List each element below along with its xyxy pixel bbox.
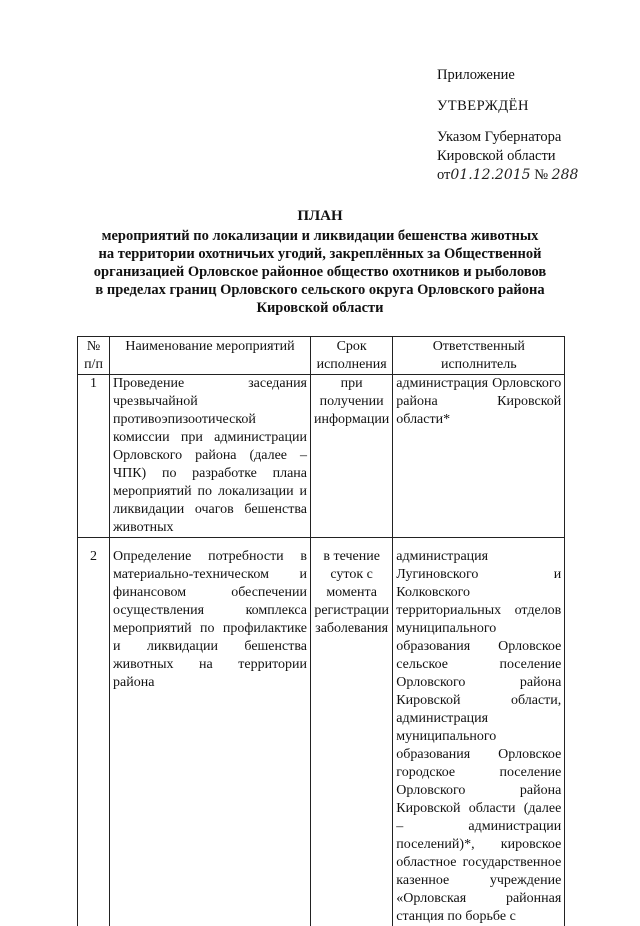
handwritten-number: 288 (552, 167, 579, 183)
header-num: № п/п (78, 337, 110, 375)
row-name: Определение потребности в материально-техническом и финансовом обеспечении осуществления комплекса мероприятий по профилактике и ликвидации бешенства животных на территории района (110, 538, 311, 926)
title-line-2: на территории охотничьих угодий, закреплённых за Общественной (60, 245, 580, 263)
approved-label: УТВЕРЖДЁН (437, 97, 627, 116)
table-row (78, 538, 565, 926)
row-term: в течение суток с момента регистрации заболевания (311, 538, 393, 926)
title-line-5: Кировской области (60, 299, 580, 317)
title-line-1: мероприятий по локализации и ликвидации бешенства животных (60, 227, 580, 245)
number-prefix: № (534, 167, 548, 183)
title-line-3: организацией Орловское районное общество охотников и рыболовов (60, 263, 580, 281)
row-term: при получении информации (311, 375, 393, 538)
table-row (78, 375, 565, 538)
row-resp: администрация Лугиновского и Колковского территориальных отделов муниципального образования Орловское сельское поселение Орловского района Кировской области, администрация муниципального образования Орловское городское поселение Орловского района Кировской области (далее – администрации поселений)*, кировское областное государственное казенное учреждение «Орловская районная станция по борьбе с (393, 538, 565, 926)
decree-line-2: Кировской области (437, 147, 627, 166)
handwritten-date: 01.12.2015 (450, 167, 530, 183)
row-num: 2 (78, 538, 110, 926)
title-line-4: в пределах границ Орловского сельского округа Орловского района (60, 281, 580, 299)
approval-block (437, 66, 627, 185)
plan-heading: ПЛАН (60, 207, 580, 225)
document-title (60, 207, 580, 317)
decree-line-1: Указом Губернатора (437, 128, 627, 147)
plan-table (77, 336, 565, 926)
row-num: 1 (78, 375, 110, 538)
header-resp: Ответственный исполнитель (393, 337, 565, 375)
date-prefix: от (437, 167, 450, 183)
appendix-label: Приложение (437, 66, 627, 85)
row-name: Проведение заседания чрезвычайной противоэпизоотической комиссии при администрации Орловского района (далее – ЧПК) по разработке плана мероприятий по локализации и ликвидации очагов бешенства животных (110, 375, 311, 538)
row-resp: администрация Орловского района Кировской области* (393, 375, 565, 538)
table-header-row (78, 337, 565, 375)
header-term: Срок исполнения (311, 337, 393, 375)
header-name: Наименование мероприятий (110, 337, 311, 375)
decree-date-number (437, 166, 627, 185)
